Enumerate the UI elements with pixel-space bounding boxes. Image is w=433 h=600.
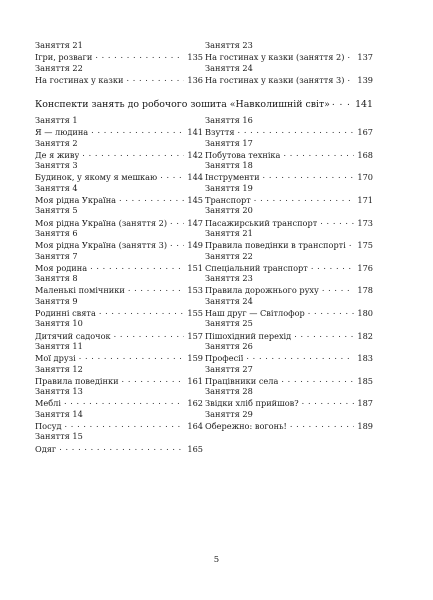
lesson-label: Заняття 23 [205,273,253,284]
lesson-title: Наш друг — Світлофор [205,308,305,319]
toc-entry [205,364,373,387]
lesson-title: Транспорт [205,195,251,206]
section-page: 141 [355,99,373,110]
lesson-title: На гостинах у казки [35,74,124,85]
toc-entry [205,183,373,206]
leader-dots [170,239,184,248]
lesson-label: Заняття 24 [205,295,253,306]
lesson-label: Заняття 29 [205,408,253,419]
lesson-page: 159 [187,353,203,364]
lesson-title: Моя родина [35,262,88,273]
lesson-label: Заняття 12 [35,363,83,374]
lesson-title: Побутова техніка [205,149,281,160]
leader-dots [281,375,354,384]
toc-entry [205,138,373,161]
lesson-title: Родинні свята [35,308,96,319]
lesson-title: Ігри, розваги [35,52,93,63]
leader-dots [79,352,185,361]
lesson-page: 173 [357,217,373,228]
leader-dots [160,171,184,180]
toc-entry [205,40,373,63]
leader-dots [170,217,184,226]
lesson-title: Будинок, у якому я мешкаю [35,172,158,183]
toc-right-column [205,115,373,431]
leader-dots [91,126,184,135]
page-number: 5 [213,555,220,565]
leader-dots [246,352,354,361]
leader-dots [311,262,355,271]
lesson-page: 165 [187,443,203,454]
toc-entry [35,251,203,274]
lesson-label: Заняття 1 [35,115,78,125]
lesson-page: 185 [357,375,373,386]
leader-dots [349,239,355,248]
toc-row [35,443,203,455]
toc-row [205,74,373,86]
leader-dots [122,375,185,384]
lesson-page: 145 [187,195,203,206]
lesson-label: Заняття 8 [35,273,78,284]
toc-entry [35,183,203,206]
lesson-title: Правила дорожнього руху [205,285,319,296]
lesson-page: 144 [187,172,203,183]
toc-entry [35,228,203,251]
toc-entry [35,431,203,454]
lesson-page: 167 [357,127,373,138]
toc-entry [205,205,373,228]
toc-entry [205,63,373,86]
lesson-label: Заняття 15 [35,431,83,442]
toc-left-column [35,115,203,454]
lesson-label: Заняття 22 [35,62,83,73]
lesson-title: Пішохідний перехід [205,330,292,341]
lesson-page: 176 [357,262,373,273]
lesson-label: Заняття 13 [35,386,83,397]
lesson-label: Заняття 21 [205,227,253,238]
leader-dots [90,262,184,271]
toc-entry [35,160,203,183]
toc-row [35,74,203,86]
lesson-label: Заняття 6 [35,227,78,238]
toc-entry [35,318,203,341]
leader-dots [332,98,353,107]
lesson-label: Заняття 19 [205,182,253,193]
lesson-label: Заняття 10 [35,318,83,329]
toc-entry [35,63,203,86]
section-heading [35,98,373,111]
lesson-page: 139 [357,74,373,85]
lesson-title: Моя рідна Україна [35,195,117,206]
lesson-title: Обережно: вогонь! [205,421,287,432]
lesson-title: Посуд [35,421,62,432]
leader-dots [294,330,354,339]
lesson-label: Заняття 18 [205,160,253,171]
leader-dots [347,74,354,83]
leader-dots [95,51,184,60]
lesson-title: Де я живу [35,149,80,160]
lesson-title: Меблі [35,398,61,409]
lesson-page: 178 [357,285,373,296]
lesson-label: Заняття 20 [205,205,253,216]
leader-dots [82,149,184,158]
toc-entry [35,409,203,432]
lesson-label: Заняття 14 [35,408,83,419]
toc-entry [35,296,203,319]
lesson-title: Одяг [35,443,57,454]
leader-dots [308,307,355,316]
leader-dots [254,194,355,203]
toc-entry [205,273,373,296]
toc-entry [35,273,203,296]
lesson-label: Заняття 11 [35,340,83,351]
lesson-title: Спеціальний транспорт [205,262,308,273]
leader-dots [114,330,185,339]
lesson-label: Заняття 27 [205,363,253,374]
lesson-label: Заняття 25 [205,318,253,329]
lesson-title: Моя рідна Україна (заняття 3) [35,240,168,251]
toc-entry [205,160,373,183]
leader-dots [320,217,354,226]
toc-entry [35,364,203,387]
lesson-title: Взуття [205,127,235,138]
lesson-page: 153 [187,285,203,296]
lesson-page: 180 [357,308,373,319]
lesson-title: Я — людина [35,127,89,138]
leader-dots [126,74,184,83]
leader-dots [263,171,355,180]
leader-dots [347,51,354,60]
lesson-label: Заняття 3 [35,160,78,171]
toc-entry [205,318,373,341]
lesson-label: Заняття 21 [35,40,83,50]
lesson-page: 136 [187,74,203,85]
leader-dots [64,397,184,406]
toc-top-right-column [205,40,373,85]
leader-dots [128,284,185,293]
lesson-page: 175 [357,240,373,251]
toc-entry [35,205,203,228]
lesson-title: На гостинах у казки (заняття 2) [205,52,345,63]
lesson-page: 161 [187,375,203,386]
leader-dots [65,420,185,429]
toc-entry [35,40,203,63]
lesson-title: Правила поведінки в транспорті [205,240,346,251]
lesson-title: Дитячий садочок [35,330,111,341]
lesson-page: 135 [187,52,203,63]
toc-entry [205,296,373,319]
leader-dots [283,149,354,158]
lesson-label: Заняття 26 [205,340,253,351]
lesson-label: Заняття 2 [35,137,78,148]
toc-entry [35,386,203,409]
leader-dots [322,284,355,293]
leader-dots [238,126,355,135]
lesson-page: 137 [357,52,373,63]
lesson-page: 182 [357,330,373,341]
lesson-page: 157 [187,330,203,341]
lesson-label: Заняття 22 [205,250,253,261]
toc-entry [35,138,203,161]
lesson-title: Мої друзі [35,353,76,364]
lesson-title: Маленькі помічники [35,285,125,296]
lesson-title: Пасажирський транспорт [205,217,318,228]
lesson-label: Заняття 17 [205,137,253,148]
lesson-page: 149 [187,240,203,251]
lesson-page: 162 [187,398,203,409]
toc-entry [205,409,373,432]
toc-entry [35,115,203,138]
lesson-page: 187 [357,398,373,409]
toc-entry [205,251,373,274]
lesson-page: 141 [187,127,203,138]
lesson-title: Звідки хліб прийшов? [205,398,299,409]
lesson-page: 171 [357,195,373,206]
lesson-title: Правила поведінки [35,375,119,386]
lesson-title: Моя рідна Україна (заняття 2) [35,217,168,228]
lesson-title: Інструменти [205,172,260,183]
lesson-page: 189 [357,421,373,432]
lesson-title: На гостинах у казки (заняття 3) [205,74,345,85]
toc-entry [205,386,373,409]
lesson-label: Заняття 9 [35,295,78,306]
lesson-label: Заняття 24 [205,62,253,73]
leader-dots [99,307,185,316]
lesson-label: Заняття 16 [205,115,253,125]
leader-dots [302,397,355,406]
toc-entry [35,341,203,364]
lesson-label: Заняття 5 [35,205,78,216]
lesson-title: Професії [205,353,244,364]
toc-entry [205,115,373,138]
lesson-page: 142 [187,149,203,160]
leader-dots [119,194,184,203]
lesson-page: 170 [357,172,373,183]
lesson-label: Заняття 28 [205,386,253,397]
lesson-title: Працівники села [205,375,279,386]
lesson-page: 183 [357,353,373,364]
toc-entry [205,341,373,364]
lesson-label: Заняття 4 [35,182,78,193]
leader-dots [59,443,184,452]
lesson-page: 168 [357,149,373,160]
toc-entry [205,228,373,251]
lesson-label: Заняття 23 [205,40,253,50]
lesson-page: 151 [187,262,203,273]
section-title: Конспекти занять до робочого зошита «Навколишній світ» [35,99,330,110]
lesson-page: 155 [187,308,203,319]
lesson-page: 164 [187,421,203,432]
toc-top-left-column [35,40,203,85]
leader-dots [290,420,355,429]
lesson-page: 147 [187,217,203,228]
lesson-label: Заняття 7 [35,250,78,261]
toc-row [205,420,373,432]
